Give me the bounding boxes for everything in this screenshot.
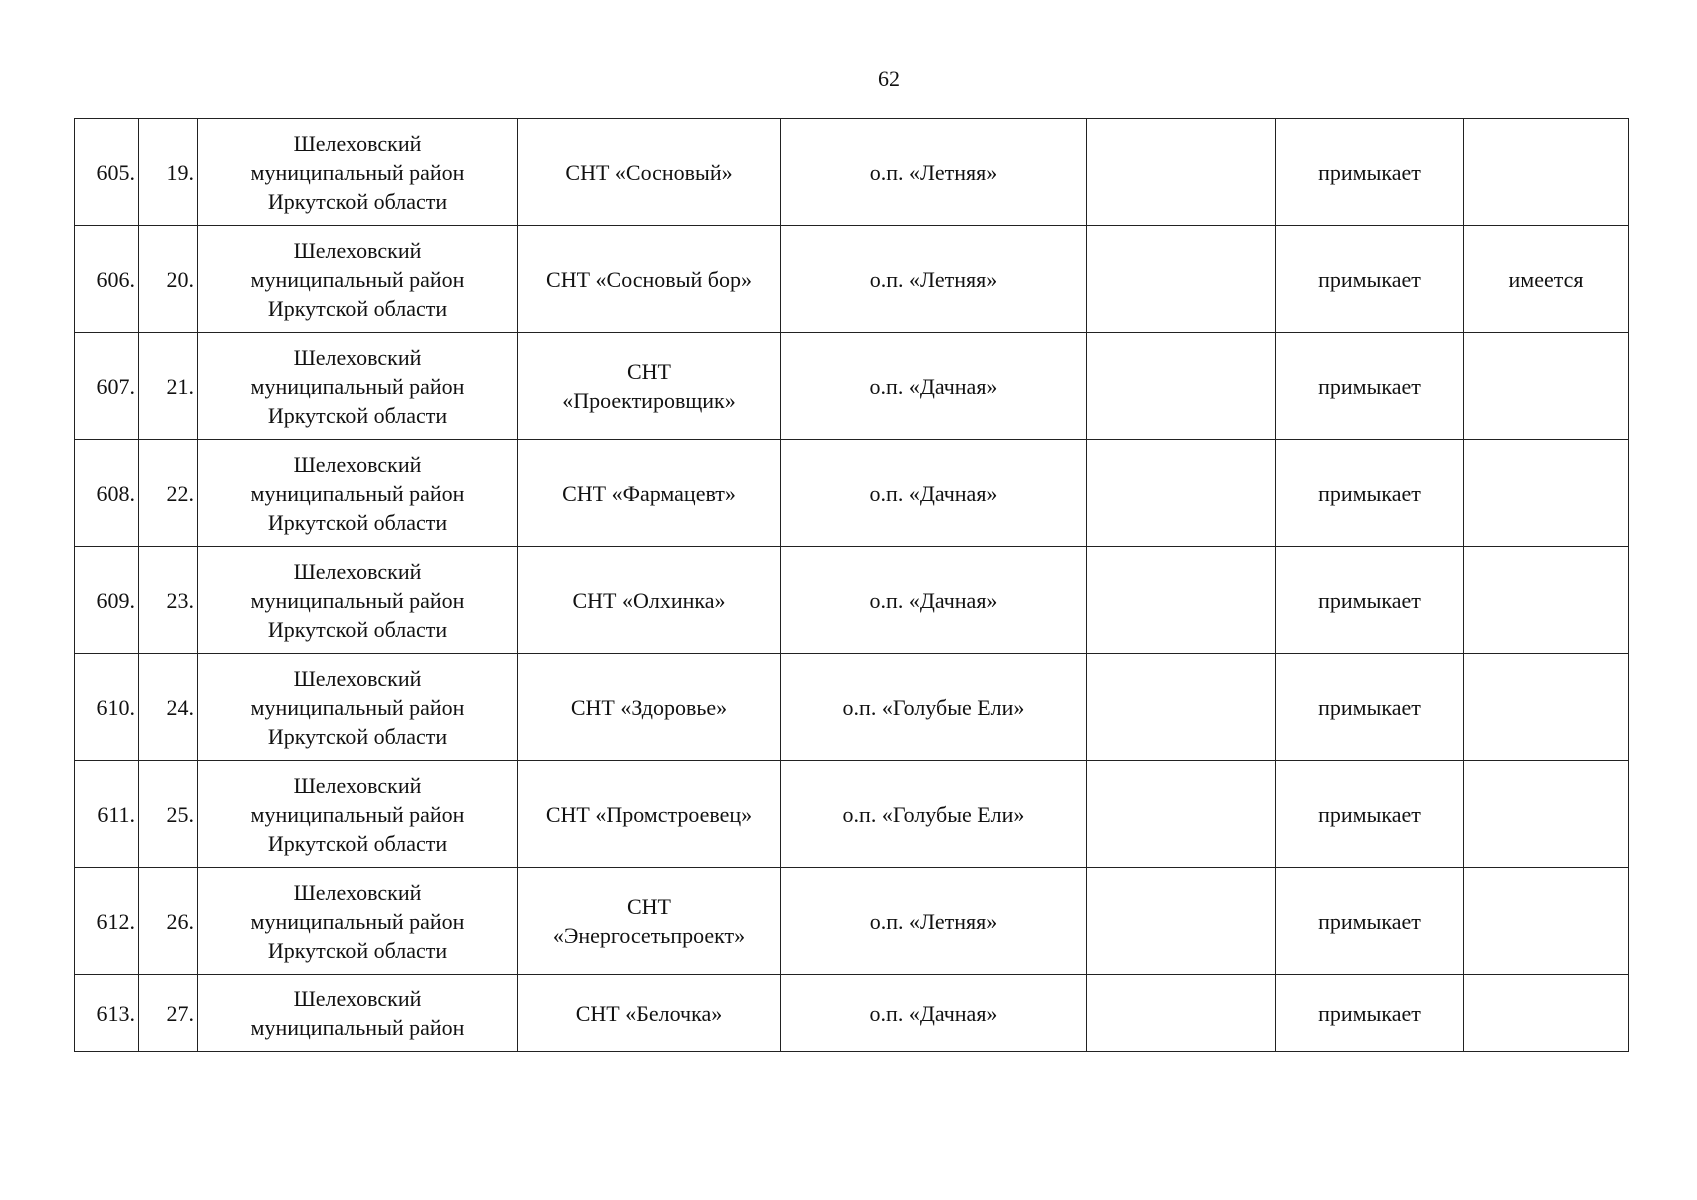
availability-cell [1464,119,1629,226]
adjacency-cell: примыкает [1276,226,1464,333]
empty-cell [1087,440,1276,547]
availability-cell [1464,975,1629,1052]
sub-number-cell: 24. [139,654,198,761]
district-line: Иркутской области [267,830,448,856]
stop-cell: о.п. «Дачная» [781,975,1087,1052]
district-line: Иркутской области [267,616,448,642]
district-line: Шелеховский [293,665,422,691]
snt-cell [518,119,781,226]
table-row [75,547,1629,654]
district-line: муниципальный район [250,587,465,613]
row-number-cell: 610. [75,654,139,761]
district-line: Шелеховский [293,344,422,370]
stop-cell: о.п. «Летняя» [781,868,1087,975]
snt-line: СНТ [627,894,671,919]
adjacency-cell: примыкает [1276,119,1464,226]
snt-line: СНТ [627,359,671,384]
row-number-cell: 612. [75,868,139,975]
district-line: Шелеховский [293,237,422,263]
snt-line: СНТ «Сосновый бор» [546,266,752,292]
adjacency-cell: примыкает [1276,761,1464,868]
sub-number-cell: 27. [139,975,198,1052]
district-line: муниципальный район [250,1015,465,1040]
district-cell [198,761,518,868]
district-line: муниципальный район [250,266,465,292]
district-cell [198,226,518,333]
stop-cell: о.п. «Дачная» [781,333,1087,440]
district-line: Иркутской области [267,295,448,321]
empty-cell [1087,547,1276,654]
district-line: муниципальный район [250,159,465,185]
district-line: Иркутской области [267,402,448,428]
stop-cell: о.п. «Летняя» [781,119,1087,226]
district-line: муниципальный район [250,908,465,934]
sub-number-cell: 25. [139,761,198,868]
availability-cell [1464,868,1629,975]
snt-line: СНТ «Промстроевец» [545,801,753,827]
district-line: Иркутской области [267,509,448,535]
empty-cell [1087,654,1276,761]
district-line: муниципальный район [250,694,465,720]
adjacency-cell: примыкает [1276,547,1464,654]
snt-line: СНТ «Белочка» [575,1000,723,1026]
row-number-cell: 606. [75,226,139,333]
adjacency-cell: примыкает [1276,333,1464,440]
row-number-cell: 609. [75,547,139,654]
district-line: муниципальный район [250,373,465,399]
stop-cell: о.п. «Дачная» [781,547,1087,654]
table-row [75,654,1629,761]
sub-number-cell: 22. [139,440,198,547]
district-cell [198,119,518,226]
adjacency-cell: примыкает [1276,868,1464,975]
page-number: 62 [878,66,900,91]
table-row [75,761,1629,868]
sub-number-cell: 26. [139,868,198,975]
table-row [75,975,1629,1052]
row-number-cell: 613. [75,975,139,1052]
row-number-cell: 607. [75,333,139,440]
district-cell [198,654,518,761]
table-row [75,119,1629,226]
availability-cell: имеется [1464,226,1629,333]
snt-cell [518,547,781,654]
district-line: Шелеховский [293,130,422,156]
stop-cell: о.п. «Летняя» [781,226,1087,333]
empty-cell [1087,975,1276,1052]
table-body [75,119,1629,1052]
district-line: Шелеховский [293,772,422,798]
district-line: Иркутской области [267,188,448,214]
adjacency-cell: примыкает [1276,975,1464,1052]
district-cell [198,333,518,440]
stop-cell: о.п. «Дачная» [781,440,1087,547]
sub-number-cell: 21. [139,333,198,440]
row-number-cell: 605. [75,119,139,226]
empty-cell [1087,226,1276,333]
district-line: Шелеховский [293,451,422,477]
availability-cell [1464,654,1629,761]
district-line: Иркутской области [267,937,448,963]
sub-number-cell: 23. [139,547,198,654]
stop-cell: о.п. «Голубые Ели» [781,761,1087,868]
availability-cell [1464,440,1629,547]
snt-cell [518,761,781,868]
district-cell [198,440,518,547]
adjacency-cell: примыкает [1276,440,1464,547]
snt-cell [518,440,781,547]
snt-line: СНТ «Фармацевт» [562,480,736,506]
availability-cell [1464,333,1629,440]
empty-cell [1087,761,1276,868]
snt-line: «Энергосетьпроект» [552,923,746,948]
empty-cell [1087,333,1276,440]
sub-number-cell: 20. [139,226,198,333]
district-line: Иркутской области [267,723,448,749]
empty-cell [1087,868,1276,975]
row-number-cell: 608. [75,440,139,547]
table-row [75,868,1629,975]
stop-cell: о.п. «Голубые Ели» [781,654,1087,761]
district-line: муниципальный район [250,801,465,827]
district-line: муниципальный район [250,480,465,506]
district-line: Шелеховский [293,879,422,905]
snt-line: СНТ «Сосновый» [565,159,733,185]
empty-cell [1087,119,1276,226]
table-row [75,333,1629,440]
district-cell [198,975,518,1052]
availability-cell [1464,547,1629,654]
snt-line: «Проектировщик» [562,388,736,413]
snt-line: СНТ «Олхинка» [572,587,726,613]
sub-number-cell: 19. [139,119,198,226]
registry-table [74,118,1629,1052]
snt-cell [518,975,781,1052]
district-line: Шелеховский [293,558,422,584]
table-row [75,226,1629,333]
snt-cell [518,868,781,975]
row-number-cell: 611. [75,761,139,868]
district-cell [198,547,518,654]
availability-cell [1464,761,1629,868]
district-line: Шелеховский [293,986,422,1011]
snt-line: СНТ «Здоровье» [570,694,728,720]
snt-cell [518,333,781,440]
adjacency-cell: примыкает [1276,654,1464,761]
table-row [75,440,1629,547]
district-cell [198,868,518,975]
snt-cell [518,226,781,333]
snt-cell [518,654,781,761]
